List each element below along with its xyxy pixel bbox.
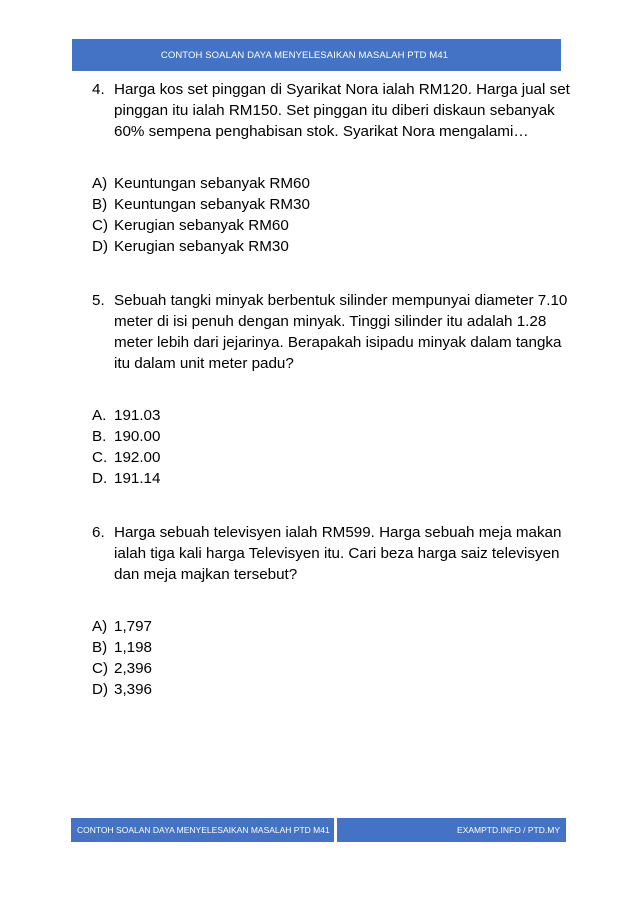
option-b bbox=[92, 637, 572, 658]
footer-right-panel bbox=[337, 818, 566, 842]
option-text: 1,198 bbox=[114, 639, 153, 656]
option-a bbox=[92, 405, 572, 426]
option-d bbox=[92, 679, 572, 700]
question-text: Harga kos set pinggan di Syarikat Nora ialah RM120. Harga jual set pinggan itu ialah RM150. Set pinggan itu diberi diskaun sebanyak 60% sempena penghabisan stok. Syarikat Nora mengalami… bbox=[114, 81, 570, 140]
question-text: Sebuah tangki minyak berbentuk silinder mempunyai diameter 7.10 meter di isi penuh dengan minyak. Tinggi silinder itu adalah 1.28 meter lebih dari jejarinya. Berapakah isipadu minyak dalam tangka itu dalam unit meter padu? bbox=[114, 292, 568, 372]
option-text: Keuntungan sebanyak RM60 bbox=[114, 175, 310, 192]
option-letter: B) bbox=[92, 196, 108, 213]
footer-left-panel bbox=[71, 818, 334, 842]
option-b bbox=[92, 426, 572, 447]
option-text: 191.03 bbox=[114, 407, 161, 424]
option-letter: D) bbox=[92, 238, 109, 255]
option-text: 3,396 bbox=[114, 681, 153, 698]
option-text: Kerugian sebanyak RM30 bbox=[114, 238, 289, 255]
option-c bbox=[92, 447, 572, 468]
option-d bbox=[92, 236, 572, 257]
question-number: 5. bbox=[92, 292, 105, 309]
option-text: 191.14 bbox=[114, 470, 161, 487]
option-text: Kerugian sebanyak RM60 bbox=[114, 217, 289, 234]
question-4 bbox=[92, 79, 572, 142]
option-text: 192.00 bbox=[114, 449, 161, 466]
option-letter: D) bbox=[92, 681, 109, 698]
question-5 bbox=[92, 290, 572, 374]
footer-left-text: CONTOH SOALAN DAYA MENYELESAIKAN MASALAH PTD M41 bbox=[77, 825, 330, 835]
question-6 bbox=[92, 522, 572, 585]
option-letter: B) bbox=[92, 639, 108, 656]
page-header bbox=[72, 39, 561, 71]
option-text: 2,396 bbox=[114, 660, 153, 677]
question-text: Harga sebuah televisyen ialah RM599. Harga sebuah meja makan ialah tiga kali harga Televisyen itu. Cari beza harga saiz televisyen dan meja majkan tersebut? bbox=[114, 524, 562, 583]
page-footer bbox=[71, 818, 566, 842]
answer-options bbox=[92, 173, 572, 257]
option-letter: C) bbox=[92, 660, 109, 677]
option-d bbox=[92, 468, 572, 489]
document-body bbox=[92, 79, 572, 700]
option-letter: B. bbox=[92, 428, 107, 445]
option-letter: C) bbox=[92, 217, 109, 234]
option-letter: D. bbox=[92, 470, 108, 487]
option-text: 190.00 bbox=[114, 428, 161, 445]
option-c bbox=[92, 215, 572, 236]
footer-right-text: EXAMPTD.INFO / PTD.MY bbox=[457, 825, 560, 835]
answer-options bbox=[92, 405, 572, 489]
option-c bbox=[92, 658, 572, 679]
header-title: CONTOH SOALAN DAYA MENYELESAIKAN MASALAH PTD M41 bbox=[160, 49, 449, 61]
answer-options bbox=[92, 616, 572, 700]
option-a bbox=[92, 173, 572, 194]
option-letter: C. bbox=[92, 449, 108, 466]
question-number: 4. bbox=[92, 81, 105, 98]
option-letter: A) bbox=[92, 618, 108, 635]
option-text: Keuntungan sebanyak RM30 bbox=[114, 196, 310, 213]
option-letter: A) bbox=[92, 175, 108, 192]
option-letter: A. bbox=[92, 407, 107, 424]
option-b bbox=[92, 194, 572, 215]
question-number: 6. bbox=[92, 524, 105, 541]
option-a bbox=[92, 616, 572, 637]
option-text: 1,797 bbox=[114, 618, 153, 635]
